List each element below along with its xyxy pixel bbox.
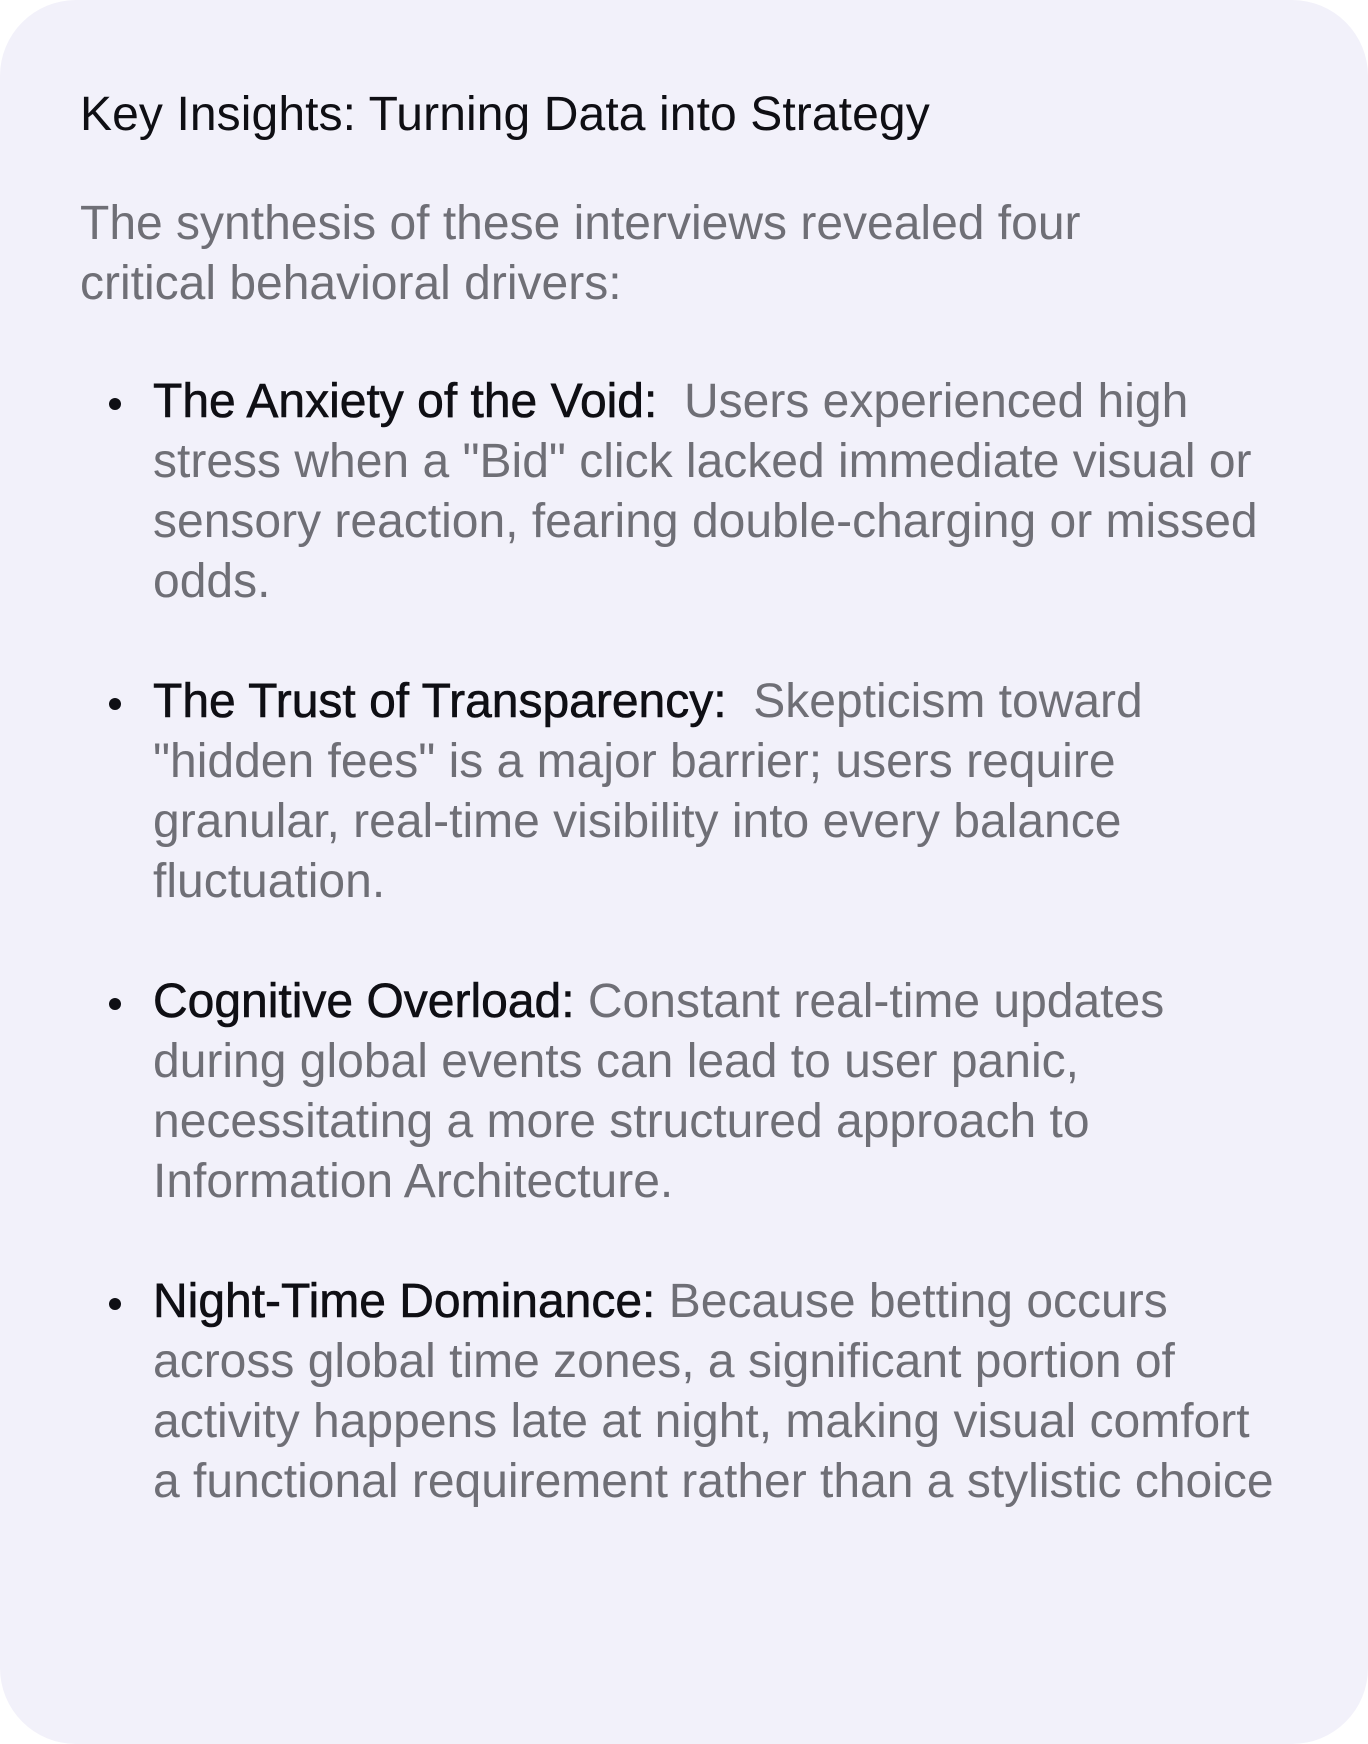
insight-term: Night-Time Dominance: bbox=[153, 1275, 656, 1328]
intro-paragraph: The synthesis of these interviews revealed four critical behavioral drivers: bbox=[80, 197, 1081, 310]
insight-description: Users experienced high stress when a "Bid" click lacked immediate visual or sensory reaction, fearing double-charging or missed odds. bbox=[153, 375, 1258, 608]
insight-description: Because betting occurs across global time zones, a significant portion of activity happens late at night, making visual comfort a functional requirement rather than a stylistic choice bbox=[153, 1275, 1274, 1508]
bullet-icon bbox=[109, 698, 121, 710]
insight-term: The Anxiety of the Void: bbox=[153, 375, 658, 428]
bullet-icon bbox=[109, 1298, 121, 1310]
insight-item bbox=[80, 1272, 1288, 1512]
section-heading: Key Insights: Turning Data into Strategy bbox=[80, 88, 930, 141]
insight-term: The Trust of Transparency: bbox=[153, 675, 727, 728]
insight-description: Skepticism toward "hidden fees" is a major barrier; users require granular, real-time visibility into every balance fluctuation. bbox=[153, 675, 1143, 908]
insight-item bbox=[80, 372, 1288, 612]
insights-list bbox=[80, 372, 1288, 1512]
insight-description: Constant real-time updates during global events can lead to user panic, necessitating a more structured approach to Information Architecture. bbox=[153, 975, 1165, 1208]
insight-item bbox=[80, 672, 1288, 912]
insight-term: Cognitive Overload: bbox=[153, 975, 575, 1028]
insight-item bbox=[80, 972, 1288, 1212]
bullet-icon bbox=[109, 398, 121, 410]
bullet-icon bbox=[109, 998, 121, 1010]
